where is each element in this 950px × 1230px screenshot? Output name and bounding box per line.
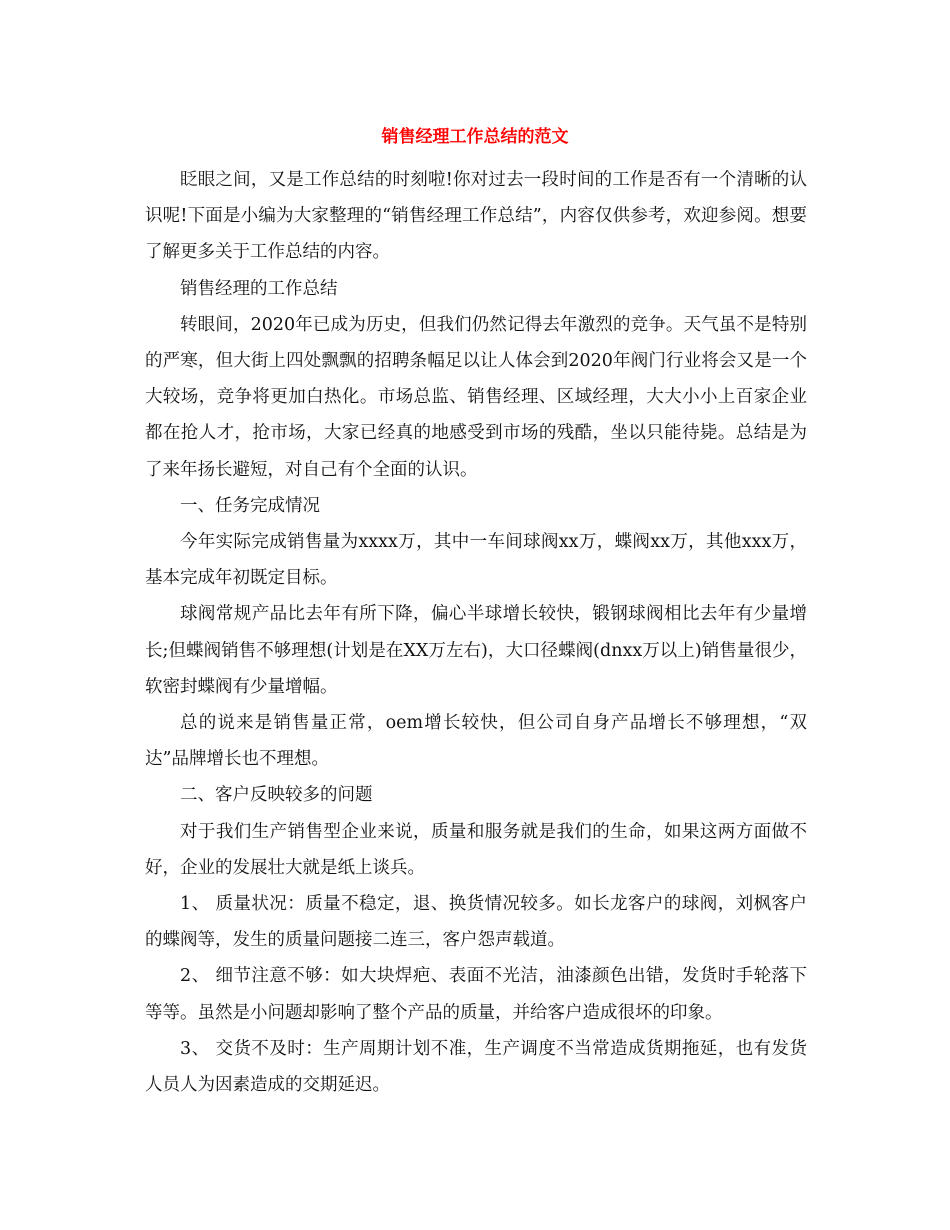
issue-item-details: 2、 细节注意不够：如大块焊疤、表面不光洁，油漆颜色出错，发货时手轮落下等等。虽然是小问题却影响了整个产品的质量，并给客户造成很坏的印象。 (145, 966, 807, 1023)
issue-item-delivery: 3、 交货不及时：生产周期计划不准，生产调度不当常造成货期拖延，也有发货人员人为因素造成的交期延迟。 (145, 1038, 807, 1096)
customer-issues-intro-paragraph: 对于我们生产销售型企业来说，质量和服务就是我们的生命，如果这两方面做不好，企业的发展壮大就是纸上谈兵。 (145, 821, 807, 878)
intro-paragraph: 眨眼之间，又是工作总结的时刻啦!你对过去一段时间的工作是否有一个清晰的认识呢!下面是小编为大家整理的“销售经理工作总结”，内容仅供参考，欢迎参阅。想要了解更多关于工作总结的内容。 (145, 170, 807, 263)
document-body (145, 162, 807, 1103)
document-title: 销售经理工作总结的范文 (381, 127, 569, 147)
section-heading-customer-issues: 二、客户反映较多的问题 (180, 785, 373, 806)
product-analysis-paragraph: 球阀常规产品比去年有所下降，偏心半球增长较快，锻钢球阀相比去年有少量增长;但蝶阀销售不够理想(计划是在XX万左右)，大口径蝶阀(dnxx万以上)销售量很少，软密封蝶阀有少量增幅。 (145, 604, 807, 697)
task-completion-paragraph: 今年实际完成销售量为xxxx万，其中一车间球阀xx万，蝶阀xx万，其他xxx万，基本完成年初既定目标。 (145, 532, 807, 589)
overall-paragraph: 总的说来是销售量正常，oem增长较快，但公司自身产品增长不够理想，“双达”品牌增长也不理想。 (145, 713, 807, 770)
issue-item-quality: 1、 质量状况：质量不稳定，退、换货情况较多。如长龙客户的球阀，刘枫客户的蝶阀等，发生的质量问题接二连三，客户怨声载道。 (145, 894, 807, 951)
section-heading-summary: 销售经理的工作总结 (180, 278, 338, 299)
section-heading-task-completion: 一、任务完成情况 (180, 495, 320, 516)
summary-paragraph: 转眼间，2020年已成为历史，但我们仍然记得去年激烈的竞争。天气虽不是特别的严寒，但大街上四处飘飘的招聘条幅足以让人体会到2020年阀门行业将会又是一个大较场，竞争将更加白热化。市场总监、销售经理、区域经理，大大小小上百家企业都在抢人才，抢市场，大家已经真的地感受到市场的残酷，坐以只能待毙。总结是为了来年扬长避短，对自己有个全面的认识。 (145, 314, 807, 480)
